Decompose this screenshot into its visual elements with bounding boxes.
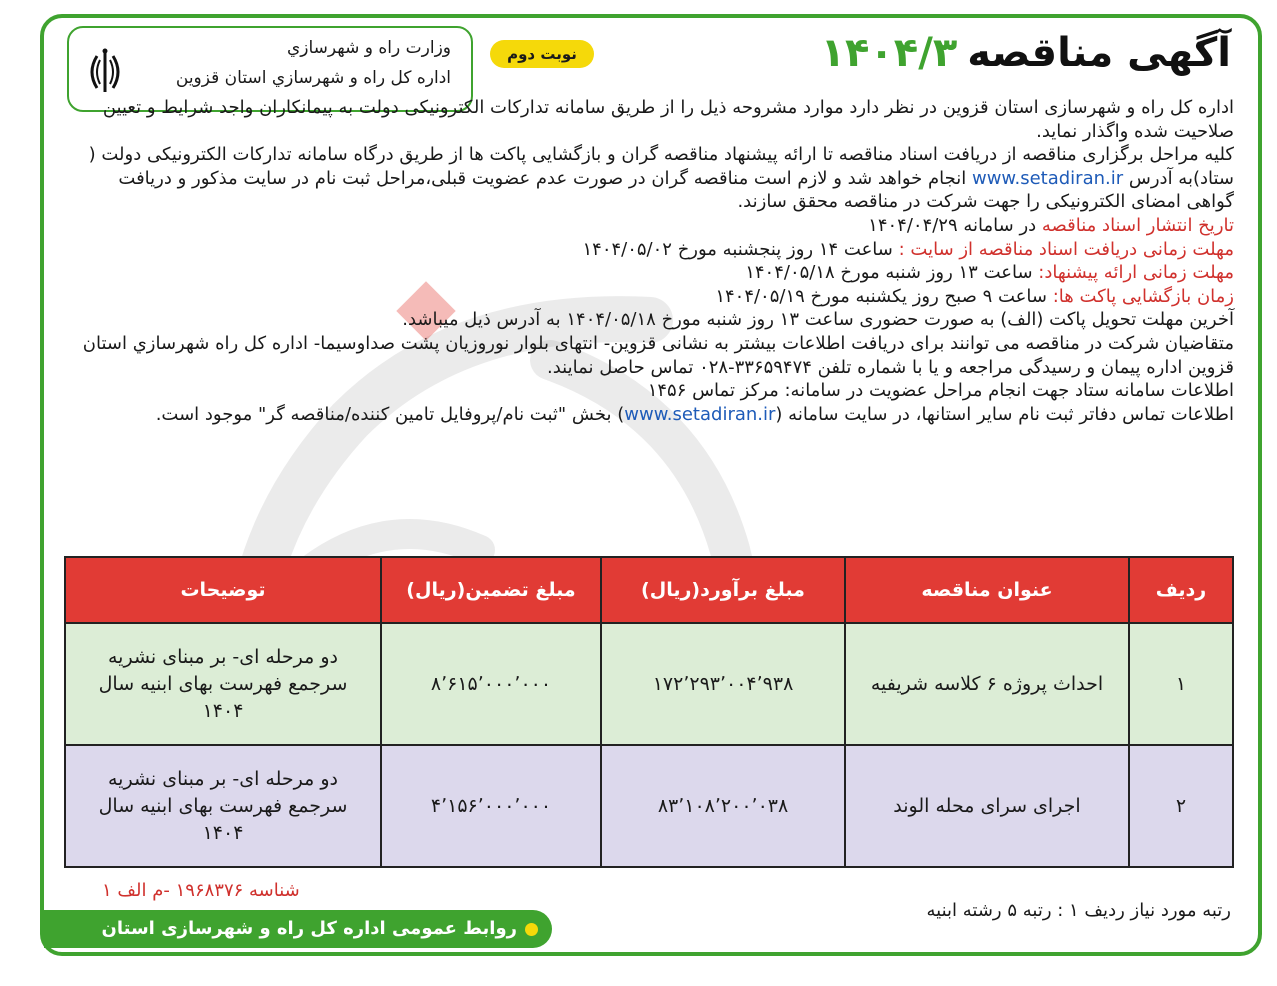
setad-link-2[interactable]: www.setadiran.ir bbox=[624, 403, 776, 425]
process-paragraph bbox=[66, 143, 1234, 214]
date-offer-deadline bbox=[66, 261, 1234, 285]
cell-tender-title: احداث پروژه ۶ کلاسه شریفیه bbox=[845, 623, 1129, 745]
cell-description: دو مرحله ای- بر مبنای نشریه سرجمع فهرست بهای ابنیه سال ۱۴۰۴ bbox=[65, 623, 381, 745]
call-center-paragraph: اطلاعات سامانه ستاد جهت انجام مراحل عضویت در سامانه: مرکز تماس ۱۴۵۶ bbox=[647, 380, 1234, 402]
cell-estimate: ۸۳٬۱۰۸٬۲۰۰٬۰۳۸ bbox=[601, 745, 845, 867]
process-text-b: انجام خواهد شد و لازم است مناقصه گران در صورت عدم عضویت قبلی،مراحل ثبت نام در سایت مذکور و دریافت گواهی امضای الکترونیکی را جهت شرکت در مناقصه محقق سازند. bbox=[118, 167, 1234, 213]
iran-emblem-icon bbox=[83, 46, 127, 96]
required-grade: رتبه مورد نیاز ردیف ۱ : رتبه ۵ رشته ابنیه bbox=[926, 900, 1231, 921]
intro-paragraph: اداره کل راه و شهرسازی استان قزوین در نظر دارد موارد مشروحه ذیل را از طریق سامانه تدارکات الکترونیکی دولت به پیمانکاران واجد شرایط و تعیین صلاحیت شده واگذار نماید. bbox=[102, 97, 1234, 142]
cell-row-number: ۱ bbox=[1129, 623, 1233, 745]
date-docs-value: ساعت ۱۴ روز پنجشنبه مورخ ۱۴۰۴/۰۵/۰۲ bbox=[582, 238, 893, 260]
registration-paragraph bbox=[66, 403, 1234, 427]
envelope-paragraph: آخرین مهلت تحویل پاکت (الف) به صورت حضوری ساعت ۱۳ روز شنبه مورخ ۱۴۰۴/۰۵/۱۸ به آدرس ذیل میباشد. bbox=[402, 309, 1234, 331]
cell-guarantee: ۴٬۱۵۶٬۰۰۰٬۰۰۰ bbox=[381, 745, 601, 867]
cell-estimate: ۱۷۲٬۲۹۳٬۰۰۴٬۹۳۸ bbox=[601, 623, 845, 745]
registration-text-b: ) بخش "ثبت نام/پروفایل تامین کننده/مناقصه گر" موجود است. bbox=[155, 403, 625, 425]
date-publish-value: در سامانه ۱۴۰۴/۰۴/۲۹ bbox=[868, 214, 1037, 236]
date-opening-value: ساعت ۹ صبح روز یکشنبه مورخ ۱۴۰۴/۰۵/۱۹ bbox=[715, 285, 1047, 307]
cell-description: دو مرحله ای- بر مبنای نشریه سرجمع فهرست بهای ابنیه سال ۱۴۰۴ bbox=[65, 745, 381, 867]
cell-tender-title: اجرای سرای محله الوند bbox=[845, 745, 1129, 867]
col-description: توضیحات bbox=[65, 557, 381, 623]
notice-body bbox=[66, 96, 1234, 426]
table-row bbox=[65, 623, 1233, 745]
serial-id: شناسه ۱۹۶۸۳۷۶ -م الف ۱ bbox=[102, 880, 300, 901]
notice-title bbox=[821, 30, 1231, 76]
col-estimate: مبلغ برآورد(ریال) bbox=[601, 557, 845, 623]
date-docs-deadline bbox=[66, 238, 1234, 262]
setad-link[interactable]: www.setadiran.ir bbox=[971, 167, 1124, 189]
date-offer-label: مهلت زمانی ارائه پیشنهاد: bbox=[1038, 262, 1234, 284]
table-row bbox=[65, 745, 1233, 867]
contact-paragraph: متقاضیان شرکت در مناقصه می توانند برای دریافت اطلاعات بیشتر به نشانی قزوین- انتهای بلوار نوروزیان پشت صداوسیما- اداره کل راه شهرسازي استان قزوين اداره پیمان و رسیدگی مراجعه و یا با شماره تلفن ۳۳۶۵۹۴۷۴-۰۲۸ تماس حاصل نمایند. bbox=[82, 332, 1234, 378]
public-relations-banner bbox=[44, 910, 552, 977]
department-name: اداره کل راه و شهرسازي استان قزوين bbox=[175, 68, 451, 88]
cell-guarantee: ۸٬۶۱۵٬۰۰۰٬۰۰۰ bbox=[381, 623, 601, 745]
process-text-a: کلیه مراحل برگزاری مناقصه از دریافت اسناد مناقصه تا ارائه پیشنهاد مناقصه گران و بازگشایی پاکت ها از طریق درگاه سامانه تدارکات الکترونیکی دولت ( ستاد)به آدرس bbox=[88, 144, 1234, 189]
col-row-number: ردیف bbox=[1129, 557, 1233, 623]
registration-text-a: اطلاعات تماس دفاتر ثبت نام سایر استانها، در سایت سامانه ( bbox=[775, 403, 1234, 425]
date-docs-label: مهلت زمانی دریافت اسناد مناقصه از سایت : bbox=[898, 238, 1234, 260]
cell-row-number: ۲ bbox=[1129, 745, 1233, 867]
date-publish bbox=[66, 214, 1234, 238]
date-publish-label: تاریخ انتشار اسناد مناقصه bbox=[1041, 214, 1234, 236]
date-offer-value: ساعت ۱۳ روز شنبه مورخ ۱۴۰۴/۰۵/۱۸ bbox=[745, 262, 1033, 284]
bullet-dot-icon bbox=[525, 923, 538, 936]
public-relations-text: روابط عمومی اداره کل راه و شهرسازی استان قزوین bbox=[101, 918, 538, 977]
date-opening-label: زمان بازگشایی پاکت ها: bbox=[1052, 285, 1234, 307]
title-number: ۱۴۰۴/۳ bbox=[820, 30, 958, 76]
round-badge: نوبت دوم bbox=[490, 40, 594, 68]
col-guarantee: مبلغ تضمین(ریال) bbox=[381, 557, 601, 623]
table-header-row bbox=[65, 557, 1233, 623]
ministry-name: وزارت راه و شهرسازي bbox=[286, 38, 451, 58]
tender-table bbox=[64, 556, 1234, 868]
col-tender-title: عنوان مناقصه bbox=[845, 557, 1129, 623]
title-text: آگهی مناقصه bbox=[967, 30, 1231, 76]
date-opening bbox=[66, 285, 1234, 309]
